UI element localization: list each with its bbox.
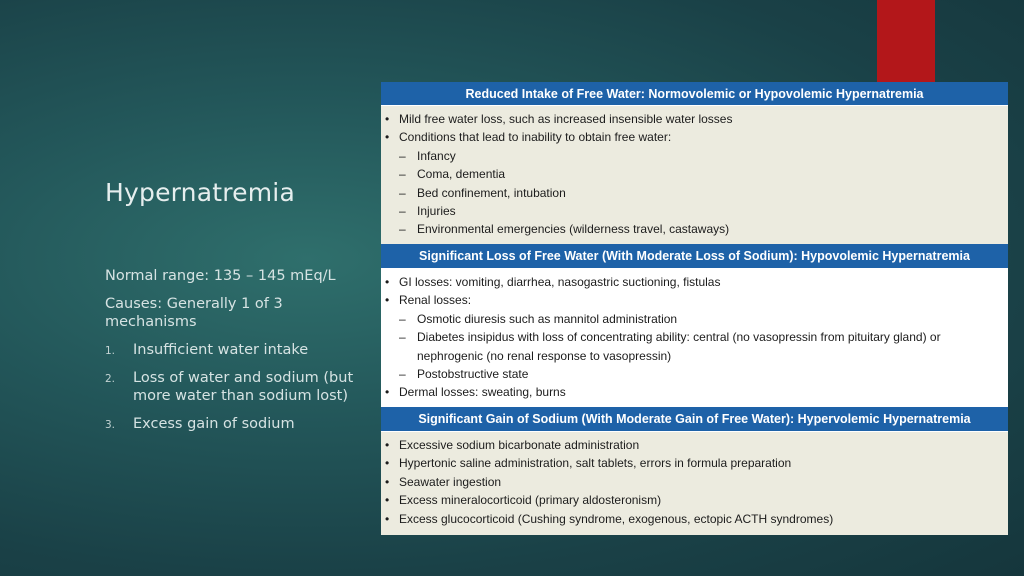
list-item [385, 110, 998, 128]
bullet-marker: • [385, 493, 390, 508]
mechanism-list [105, 341, 360, 433]
list-item-text: Mild free water loss, such as increased insensible water losses [399, 112, 733, 126]
section-header: Reduced Intake of Free Water: Normovolemic or Hypovolemic Hypernatremia [381, 82, 1008, 106]
mechanism-text: Excess gain of sodium [133, 416, 295, 432]
bullet-marker: • [385, 130, 390, 145]
list-item [385, 383, 998, 401]
mechanism-item [105, 415, 360, 433]
list-item-text: Seawater ingestion [399, 474, 502, 489]
list-item [385, 128, 998, 146]
list-item-text: Injuries [417, 204, 456, 219]
list-item-text: Postobstructive state [417, 367, 529, 382]
mechanism-number: 2. [105, 373, 116, 385]
mechanism-text: Loss of water and sodium (but more water than sodium lost) [133, 370, 354, 404]
mechanism-number: 1. [105, 345, 116, 357]
slide-body [105, 267, 360, 443]
list-item-text: Diabetes insipidus with loss of concentrating ability: central (no vasopressin from pituitary gland) or nephrogenic (no renal response to vasopressin) [417, 330, 941, 363]
list-item [385, 310, 998, 328]
list-item-text: Osmotic diuresis such as mannitol administration [417, 311, 678, 326]
bullet-marker: • [385, 456, 390, 471]
dash-marker: – [399, 330, 406, 345]
mechanism-item [105, 341, 360, 359]
list-item [385, 328, 998, 365]
causes-text: Causes: Generally 1 of 3 mechanisms [105, 296, 283, 330]
list-item-text: Dermal losses: sweating, burns [399, 385, 566, 400]
list-item-text: GI losses: vomiting, diarrhea, nasogastric suctioning, fistulas [399, 275, 721, 289]
list-item-text: Excess glucocorticoid (Cushing syndrome, exogenous, ectopic ACTH syndromes) [399, 511, 834, 526]
list-item [385, 491, 998, 509]
list-item [385, 220, 998, 238]
list-item [385, 473, 998, 491]
dash-marker: – [399, 367, 406, 382]
bullet-marker: • [385, 474, 390, 489]
bullet-marker: • [385, 112, 390, 126]
section-header: Significant Gain of Sodium (With Moderate Gain of Free Water): Hypervolemic Hypernatremia [381, 407, 1008, 432]
list-item-text: Coma, dementia [417, 167, 506, 182]
list-item [385, 184, 998, 202]
mechanism-number: 3. [105, 419, 116, 431]
list-item-text: Renal losses: [399, 293, 472, 308]
list-item-text: Environmental emergencies (wilderness travel, castaways) [417, 222, 730, 237]
slide-title: Hypernatremia [105, 178, 295, 207]
list-item [385, 147, 998, 165]
list-item [385, 165, 998, 183]
bullet-marker: • [385, 293, 390, 308]
section-body [381, 106, 1008, 244]
dash-marker: – [399, 148, 406, 163]
list-item [385, 273, 998, 291]
list-item-text: Infancy [417, 148, 456, 163]
bullet-marker: • [385, 385, 390, 400]
list-item-text: Excessive sodium bicarbonate administration [399, 438, 640, 452]
list-item-text: Conditions that lead to inability to obtain free water: [399, 130, 672, 145]
accent-bar [877, 0, 935, 82]
list-item [385, 510, 998, 528]
list-item [385, 365, 998, 383]
dash-marker: – [399, 222, 406, 237]
normal-range-text: Normal range: 135 – 145 mEq/L [105, 268, 336, 284]
dash-marker: – [399, 204, 406, 219]
list-item-text: Hypertonic saline administration, salt tablets, errors in formula preparation [399, 456, 792, 471]
list-item [385, 291, 998, 309]
mechanism-text: Insufficient water intake [133, 342, 309, 358]
mechanism-item [105, 369, 360, 405]
dash-marker: – [399, 167, 406, 182]
list-item-text: Bed confinement, intubation [417, 185, 566, 200]
section-header: Significant Loss of Free Water (With Moderate Loss of Sodium): Hypovolemic Hypernatremia [381, 244, 1008, 269]
section-body [381, 269, 1008, 407]
list-item [385, 202, 998, 220]
dash-marker: – [399, 311, 406, 326]
bullet-marker: • [385, 511, 390, 526]
dash-marker: – [399, 185, 406, 200]
bullet-marker: • [385, 438, 390, 452]
list-item [385, 436, 998, 454]
bullet-marker: • [385, 275, 390, 289]
section-body [381, 432, 1008, 535]
list-item-text: Excess mineralocorticoid (primary aldosteronism) [399, 493, 662, 508]
list-item [385, 454, 998, 472]
hypernatremia-table [381, 82, 1008, 532]
